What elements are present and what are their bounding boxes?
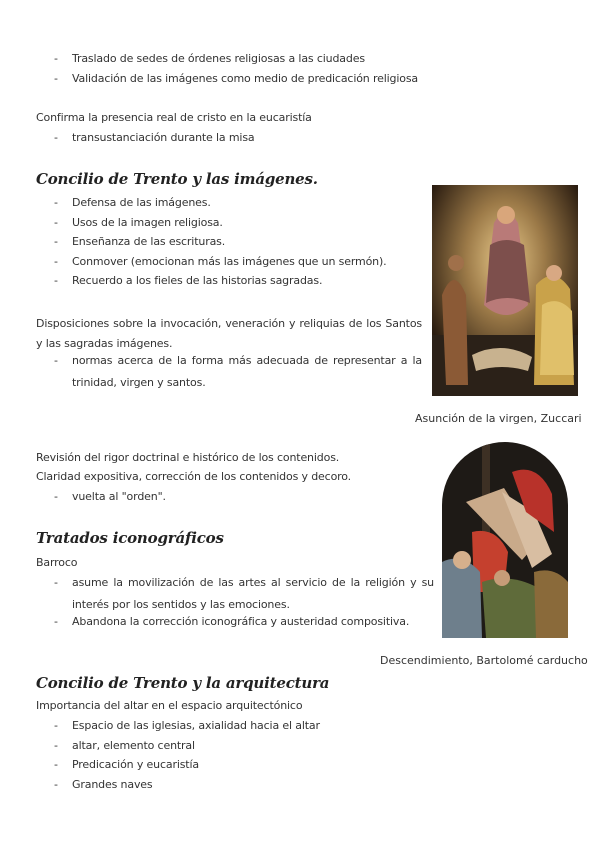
bullet-dash: - xyxy=(54,235,58,248)
section-heading: Concilio de Trento y la arquitectura xyxy=(36,674,330,692)
list-item: Grandes naves xyxy=(72,778,153,791)
list-item: Recuerdo a los fieles de las historias sagradas. xyxy=(72,274,323,287)
list-item: Conmover (emocionan más las imágenes que un sermón). xyxy=(72,255,387,268)
bullet-dash: - xyxy=(54,72,58,85)
list-item: asume la movilización de las artes al servicio de la religión y su interés por los sentidos y las emociones. xyxy=(72,576,434,611)
bullet-dash: - xyxy=(54,758,58,771)
bullet-dash: - xyxy=(54,52,58,65)
bullet-dash: - xyxy=(54,255,58,268)
list-item: vuelta al "orden". xyxy=(72,490,166,503)
image-caption: Asunción de la virgen, Zuccari xyxy=(415,412,582,425)
bullet-dash: - xyxy=(54,216,58,229)
bullet-dash: - xyxy=(54,274,58,287)
list-item: Predicación y eucaristía xyxy=(72,758,199,771)
list-item: Enseñanza de las escrituras. xyxy=(72,235,226,248)
list-item: Defensa de las imágenes. xyxy=(72,196,211,209)
painting-assumption xyxy=(432,185,578,396)
bullet-dash: - xyxy=(54,719,58,732)
bullet-dash: - xyxy=(54,490,58,503)
paragraph: Disposiciones sobre la invocación, veneración y reliquias de los Santos y las sagradas imágenes. xyxy=(36,317,422,350)
bullet-dash: - xyxy=(54,615,58,628)
bullet-dash: - xyxy=(54,778,58,791)
bullet-dash: - xyxy=(54,131,58,144)
section-heading: Tratados iconográficos xyxy=(36,529,224,547)
bullet-dash: - xyxy=(54,196,58,209)
section-heading: Concilio de Trento y las imágenes. xyxy=(36,170,318,188)
painting-descent xyxy=(442,442,568,638)
bullet-dash: - xyxy=(54,576,58,589)
list-item: Usos de la imagen religiosa. xyxy=(72,216,223,229)
paragraph: Barroco xyxy=(36,556,78,569)
paragraph: Importancia del altar en el espacio arquitectónico xyxy=(36,699,303,712)
bullet-dash: - xyxy=(54,354,58,367)
list-item: Espacio de las iglesias, axialidad hacia el altar xyxy=(72,719,320,732)
list-item: Abandona la corrección iconográfica y austeridad compositiva. xyxy=(72,615,410,628)
assumption-painting-image xyxy=(432,185,578,396)
list-item: altar, elemento central xyxy=(72,739,195,752)
paragraph: Claridad expositiva, corrección de los contenidos y decoro. xyxy=(36,470,352,483)
paragraph: Revisión del rigor doctrinal e histórico de los contenidos. xyxy=(36,451,340,464)
paragraph: Confirma la presencia real de cristo en la eucaristía xyxy=(36,111,312,124)
list-item: Traslado de sedes de órdenes religiosas a las ciudades xyxy=(72,52,365,65)
bullet-dash: - xyxy=(54,739,58,752)
image-caption: Descendimiento, Bartolomé carducho xyxy=(380,654,588,667)
list-item: transustanciación durante la misa xyxy=(72,131,255,144)
list-item: Validación de las imágenes como medio de predicación religiosa xyxy=(72,72,419,85)
list-item: normas acerca de la forma más adecuada de representar a la trinidad, virgen y santos. xyxy=(72,354,422,389)
descent-painting-image xyxy=(442,442,568,638)
